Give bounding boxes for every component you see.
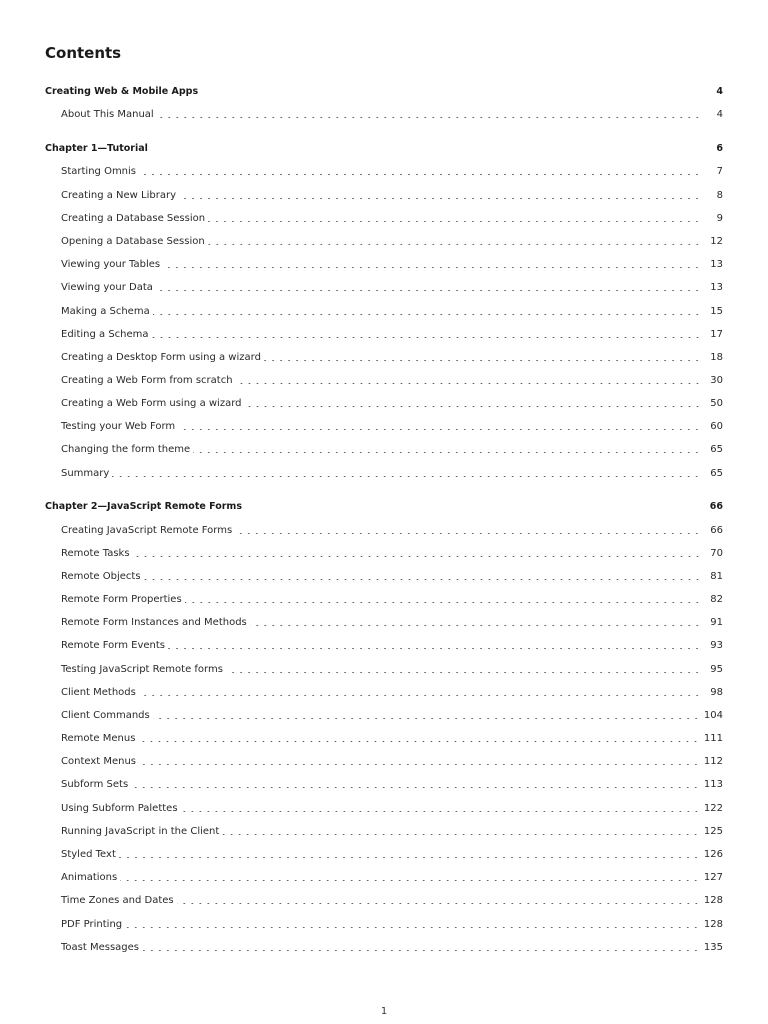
toc-entry[interactable] [61,753,723,769]
dot-leader [112,476,701,477]
dot-leader [125,927,700,928]
dot-leader [119,857,700,858]
entry-title: Opening a Database Session [61,235,205,247]
entry-page-number: 93 [710,639,723,651]
entry-title: Testing JavaScript Remote forms [61,663,223,675]
dot-leader [131,787,700,788]
entry-page-number: 125 [703,825,723,837]
entry-title: Toast Messages [61,941,140,953]
entry-page-number: 82 [710,593,723,605]
dot-leader [163,267,701,268]
toc-entry[interactable] [61,349,723,365]
entry-title: Creating a Web Form using a wizard [61,397,242,409]
toc-entry[interactable] [61,545,723,561]
entry-page-number: 65 [710,467,723,479]
dot-leader [236,383,701,384]
chapter-page-number: 4 [716,85,723,97]
entry-title: Editing a Schema [61,328,149,340]
entry-page-number: 81 [710,570,723,582]
entry-title: Creating JavaScript Remote Forms [61,524,233,536]
dot-leader [139,764,700,765]
dot-leader [152,337,701,338]
entry-page-number: 18 [710,351,723,363]
chapter-title: Chapter 2—JavaScript Remote Forms [45,500,242,512]
entry-title: Using Subform Palettes [61,802,178,814]
dot-leader [177,903,700,904]
entry-page-number: 128 [703,918,723,930]
entry-page-number: 91 [710,616,723,628]
entry-title: Making a Schema [61,305,150,317]
entry-page-number: 7 [716,165,723,177]
page-title: Contents [45,44,122,62]
entry-page-number: 4 [716,108,723,120]
dot-leader [142,950,700,951]
toc-entry[interactable] [61,846,723,862]
entry-title: Creating a New Library [61,189,176,201]
toc-entry[interactable] [61,163,723,179]
entry-title: Remote Form Events [61,639,165,651]
dot-leader [264,360,701,361]
entry-page-number: 30 [710,374,723,386]
entry-title: Testing your Web Form [61,420,176,432]
entry-title: Time Zones and Dates [61,894,174,906]
entry-title: Remote Form Instances and Methods [61,616,247,628]
toc-entry[interactable] [61,210,723,226]
entry-page-number: 66 [710,524,723,536]
entry-title: About This Manual [61,108,154,120]
dot-leader [153,718,700,719]
entry-page-number: 95 [710,663,723,675]
dot-leader [185,602,701,603]
entry-page-number: 98 [710,686,723,698]
entry-page-number: 15 [710,305,723,317]
entry-page-number: 135 [703,941,723,953]
entry-page-number: 17 [710,328,723,340]
dot-leader [235,533,701,534]
toc-entry[interactable] [61,637,723,653]
entry-title: Client Commands [61,709,150,721]
toc-entry[interactable] [61,939,723,955]
dot-leader [157,117,701,118]
toc-entry[interactable] [61,916,723,932]
entry-page-number: 12 [710,235,723,247]
dot-leader [245,406,702,407]
entry-title: Running JavaScript in the Client [61,825,220,837]
toc-entry[interactable] [61,776,723,792]
dot-leader [208,221,701,222]
entry-page-number: 104 [703,709,723,721]
dot-leader [139,695,701,696]
entry-page-number: 113 [703,778,723,790]
entry-page-number: 13 [710,281,723,293]
entry-title: Styled Text [61,848,116,860]
entry-page-number: 112 [703,755,723,767]
chapter-title: Creating Web & Mobile Apps [45,85,199,97]
toc-entry[interactable] [61,256,723,272]
entry-title: Remote Tasks [61,547,130,559]
toc-entry[interactable] [61,823,723,839]
entry-title: Remote Objects [61,570,141,582]
dot-leader [208,244,701,245]
dot-leader [250,625,701,626]
page-footer-number: 1 [380,1006,388,1017]
chapter-page-number: 6 [716,142,723,154]
dot-leader [179,198,701,199]
toc-entry[interactable] [61,614,723,630]
entry-title: Client Methods [61,686,136,698]
toc-entry[interactable] [61,568,723,584]
dot-leader [138,741,699,742]
toc-chapter-javascript-remote-forms[interactable] [45,498,723,514]
dot-leader [181,811,700,812]
entry-title: Creating a Desktop Form using a wizard [61,351,261,363]
entry-title: Animations [61,871,118,883]
dot-leader [133,556,701,557]
chapter-title: Chapter 1—Tutorial [45,142,148,154]
toc-entry[interactable] [61,465,723,481]
dot-leader [226,672,701,673]
toc-entry[interactable] [61,326,723,342]
toc-entry[interactable] [61,730,723,746]
entry-page-number: 13 [710,258,723,270]
toc-entry[interactable] [61,892,723,908]
toc-entry[interactable] [61,303,723,319]
entry-title: Remote Form Properties [61,593,182,605]
dot-leader [144,579,701,580]
toc-entry[interactable] [61,707,723,723]
entry-page-number: 50 [710,397,723,409]
entry-page-number: 122 [703,802,723,814]
dot-leader [168,648,701,649]
dot-leader [193,452,701,453]
dot-leader [156,290,701,291]
entry-page-number: 9 [716,212,723,224]
toc-entry[interactable] [61,418,723,434]
entry-page-number: 126 [703,848,723,860]
dot-leader [120,880,700,881]
toc-entry[interactable] [61,233,723,249]
toc-entry[interactable] [61,106,723,122]
entry-page-number: 60 [710,420,723,432]
entry-title: Viewing your Data [61,281,153,293]
entry-page-number: 70 [710,547,723,559]
toc-entry[interactable] [61,187,723,203]
entry-title: Creating a Database Session [61,212,206,224]
toc-entry[interactable] [61,591,723,607]
entry-title: Viewing your Tables [61,258,161,270]
entry-page-number: 128 [703,894,723,906]
dot-leader [153,314,701,315]
entry-title: Subform Sets [61,778,129,790]
toc-chapter-web-mobile-apps[interactable] [45,83,723,99]
toc-entry[interactable] [61,372,723,388]
toc-entry[interactable] [61,441,723,457]
entry-page-number: 111 [703,732,723,744]
entry-page-number: 65 [710,443,723,455]
toc-entry[interactable] [61,661,723,677]
dot-leader [178,429,701,430]
toc-entry[interactable] [61,279,723,295]
entry-title: Remote Menus [61,732,136,744]
entry-title: Creating a Web Form from scratch [61,374,233,386]
entry-page-number: 8 [716,189,723,201]
toc-entry[interactable] [61,684,723,700]
toc-entry[interactable] [61,869,723,885]
entry-title: Summary [61,467,110,479]
entry-title: PDF Printing [61,918,123,930]
entry-title: Starting Omnis [61,165,137,177]
toc-chapter-tutorial[interactable] [45,140,723,156]
dot-leader [222,834,700,835]
entry-page-number: 127 [703,871,723,883]
chapter-page-number: 66 [709,500,723,512]
toc-entry[interactable] [61,800,723,816]
entry-title: Context Menus [61,755,137,767]
toc-entry[interactable] [61,395,723,411]
entry-title: Changing the form theme [61,443,191,455]
toc-entry[interactable] [61,522,723,538]
dot-leader [139,174,701,175]
